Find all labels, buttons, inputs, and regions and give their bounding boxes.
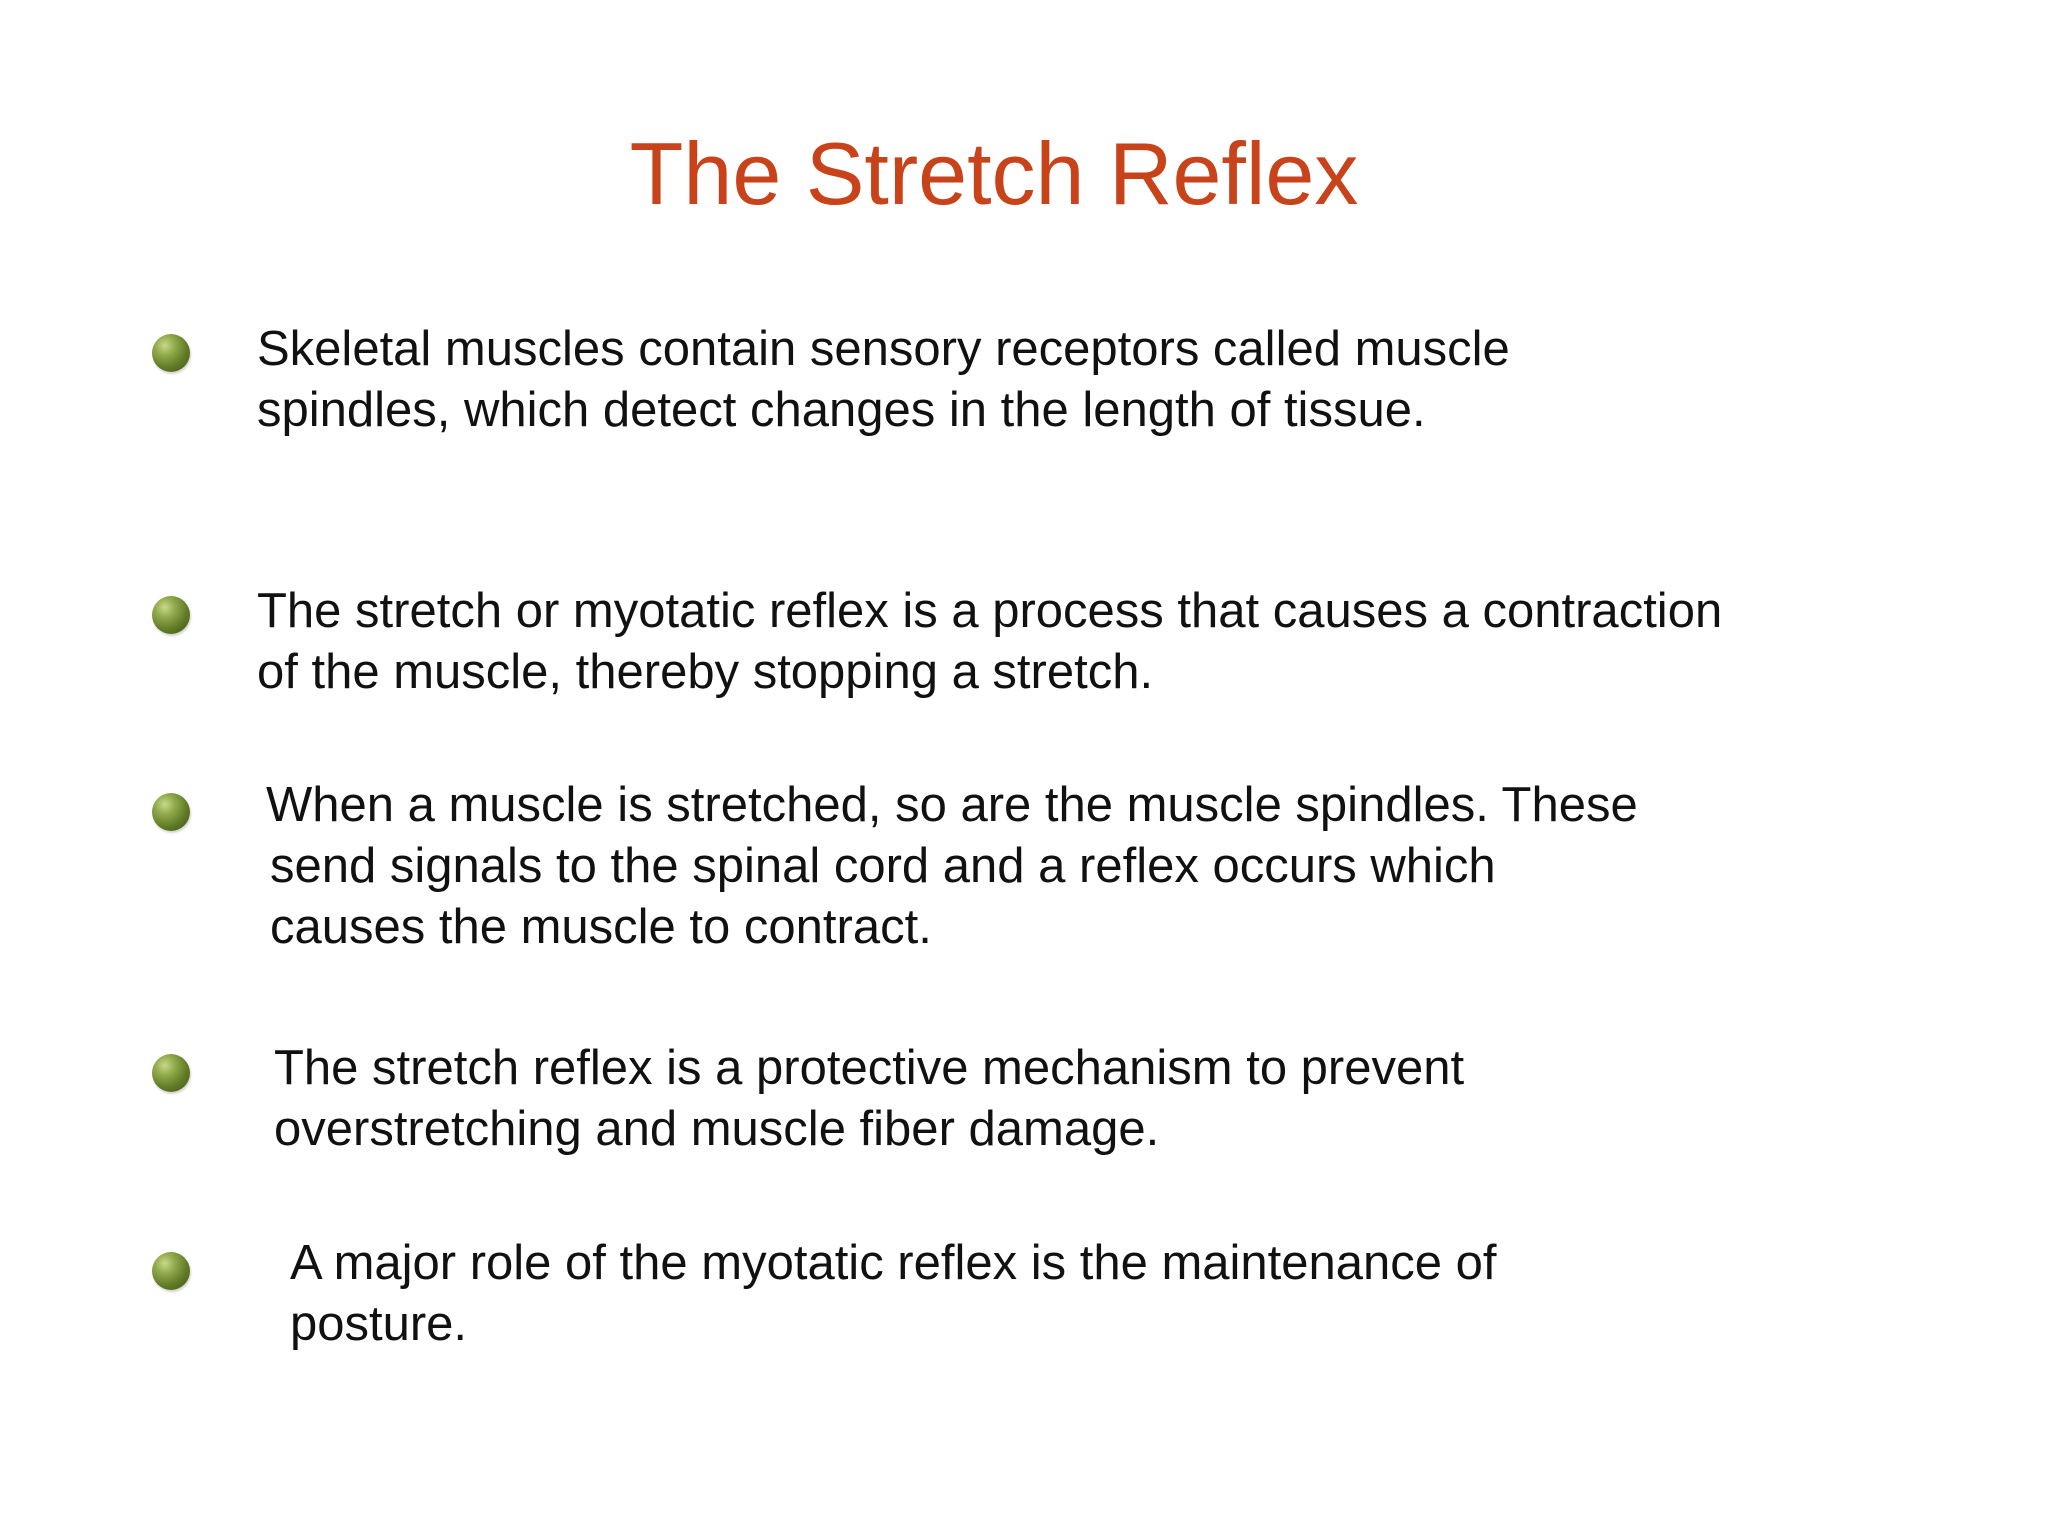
bullet-text-1-line-1: Skeletal muscles contain sensory receptors called muscle — [257, 322, 1510, 376]
bullet-text-3 — [266, 775, 1638, 958]
bullet-text-5-line-1: A major role of the myotatic reflex is the maintenance of — [290, 1236, 1497, 1290]
slide-title: The Stretch Reflex — [629, 124, 1359, 223]
bullet-text-1 — [257, 319, 1510, 441]
bullet-text-5 — [290, 1233, 1497, 1355]
bullet-text-3-line-1: When a muscle is stretched, so are the muscle spindles. These — [266, 778, 1638, 832]
bullet-text-2-line-1: The stretch or myotatic reflex is a process that causes a contraction — [257, 584, 1723, 638]
bullet-text-3-line-3: causes the muscle to contract. — [270, 900, 932, 954]
bullet-text-4 — [274, 1038, 1464, 1160]
green-sphere-bullet-icon — [152, 1252, 190, 1290]
green-sphere-bullet-icon — [152, 793, 190, 831]
bullet-text-1-line-2: spindles, which detect changes in the length of tissue. — [257, 383, 1426, 437]
bullet-text-2-line-2: of the muscle, thereby stopping a stretch. — [257, 645, 1154, 699]
bullet-text-4-line-1: The stretch reflex is a protective mechanism to prevent — [274, 1041, 1465, 1095]
bullet-text-4-line-2: overstretching and muscle fiber damage. — [274, 1102, 1160, 1156]
bullet-text-2 — [257, 581, 1722, 703]
green-sphere-bullet-icon — [152, 334, 190, 372]
bullet-text-3-line-2: send signals to the spinal cord and a reflex occurs which — [270, 839, 1496, 893]
green-sphere-bullet-icon — [152, 596, 190, 634]
bullet-text-5-line-2: posture. — [290, 1297, 468, 1351]
green-sphere-bullet-icon — [152, 1054, 190, 1092]
